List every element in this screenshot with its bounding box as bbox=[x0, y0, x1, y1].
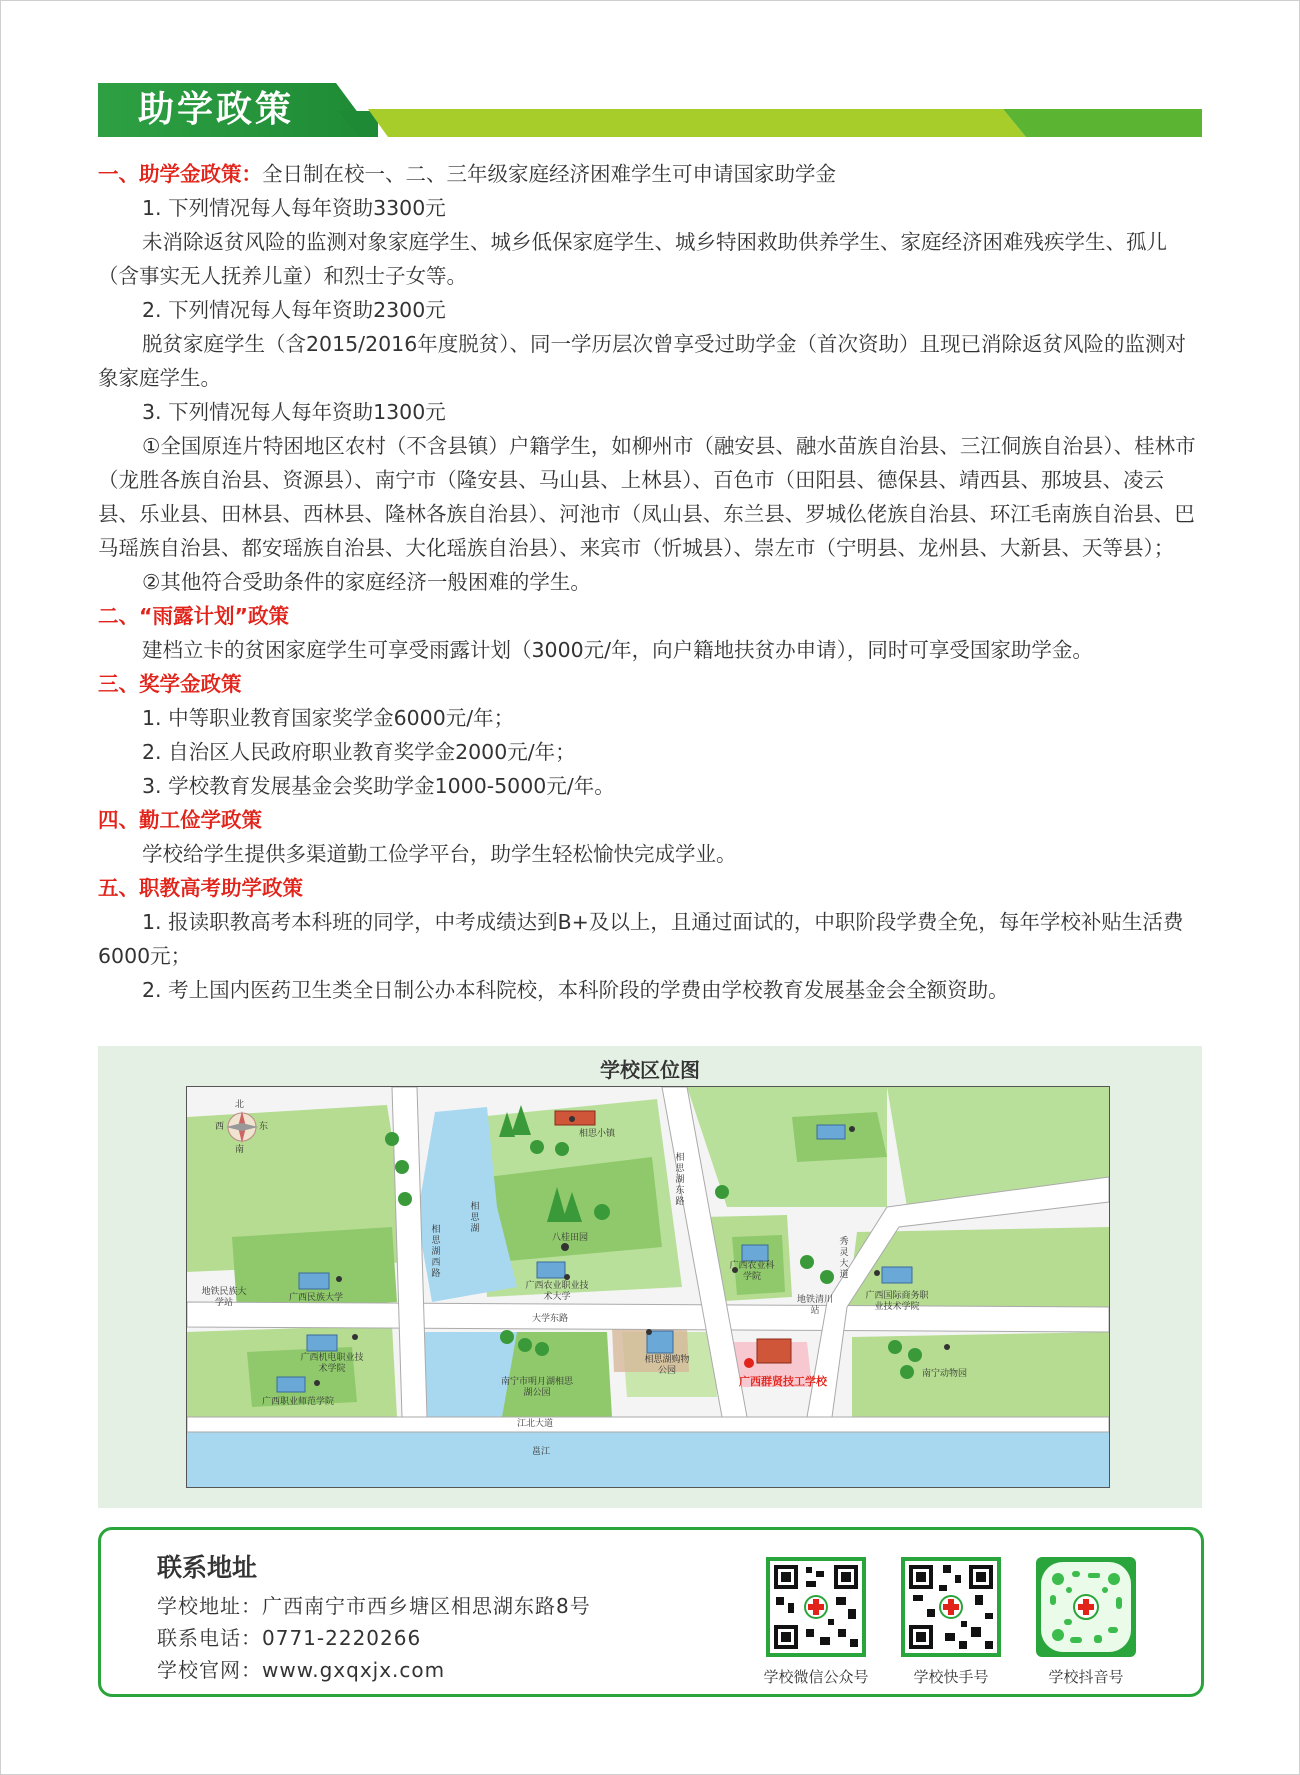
contact-box bbox=[98, 1527, 1204, 1697]
map-label-agri-college: 广西农业科学院 bbox=[729, 1261, 775, 1282]
location-map bbox=[186, 1086, 1110, 1488]
map-label-metro-minzu: 地铁民族大学站 bbox=[201, 1287, 247, 1308]
paragraph: 未消除返贫风险的监测对象家庭学生、城乡低保家庭学生、城乡特困救助供养学生、家庭经济困难残疾学生、孤儿（含事实无人抚养儿童）和烈士子女等。 bbox=[98, 230, 1167, 288]
map-label-xiangsi-mall: 相思湖购物公园 bbox=[644, 1355, 690, 1376]
map-graphic bbox=[187, 1087, 1109, 1487]
kuaishou-qr-label: 学校快手号 bbox=[913, 1668, 989, 1686]
map-label-school: 广西群贤技工学校 bbox=[739, 1375, 827, 1388]
map-label-daxue-east-road: 大学东路 bbox=[532, 1314, 569, 1324]
section-heading: 三、奖学金政策 bbox=[98, 672, 242, 696]
map-label-vocational-normal: 广西职业师范学院 bbox=[262, 1397, 335, 1407]
contact-address: 学校地址：广西南宁市西乡塘区相思湖东路8号 bbox=[157, 1594, 591, 1618]
paragraph: 建档立卡的贫困家庭学生可享受雨露计划（3000元/年，向户籍地扶贫办申请），同时可享受国家助学金。 bbox=[142, 638, 1093, 662]
wechat-qr-code[interactable] bbox=[766, 1557, 866, 1657]
paragraph: 1. 报读职教高考本科班的同学，中考成绩达到B+及以上，且通过面试的，中职阶段学费全免，每年学校补贴生活费6000元； bbox=[98, 910, 1184, 968]
map-label-west-road: 相思湖西路 bbox=[431, 1225, 441, 1279]
location-map-panel bbox=[98, 1046, 1202, 1508]
douyin-qr-label: 学校抖音号 bbox=[1048, 1668, 1124, 1686]
map-label-yong-river: 邕江 bbox=[532, 1447, 551, 1457]
paragraph: 学校给学生提供多渠道勤工俭学平台，助学生轻松愉快完成学业。 bbox=[142, 842, 737, 866]
paragraph: 2. 考上国内医药卫生类全日制公办本科院校，本科阶段的学费由学校教育发展基金会全额资助。 bbox=[142, 978, 1009, 1002]
map-label-mingyue-park: 南宁市明月湖相思湖公园 bbox=[500, 1377, 573, 1398]
contact-phone: 联系电话：0771-2220266 bbox=[157, 1626, 422, 1650]
section-heading: 五、职教高考助学政策 bbox=[98, 876, 303, 900]
compass-north: 北 bbox=[235, 1100, 245, 1110]
douyin-qr-code[interactable] bbox=[1036, 1557, 1136, 1657]
compass-west: 西 bbox=[215, 1122, 225, 1132]
section-heading: 四、勤工俭学政策 bbox=[98, 808, 262, 832]
map-label-bagui-garden: 八桂田园 bbox=[552, 1233, 589, 1243]
map-label-xiuling-ave: 秀灵大道 bbox=[839, 1237, 849, 1280]
paragraph: 1. 下列情况每人每年资助3300元 bbox=[142, 196, 446, 220]
map-label-east-road: 相思湖东路 bbox=[675, 1153, 685, 1207]
qr-code-icon bbox=[901, 1557, 1001, 1657]
paragraph: 脱贫家庭学生（含2015/2016年度脱贫）、同一学历层次曾享受过助学金（首次资助）且现已消除返贫风险的监测对象家庭学生。 bbox=[98, 332, 1186, 390]
compass-east: 东 bbox=[259, 1122, 269, 1132]
map-title: 学校区位图 bbox=[600, 1058, 700, 1082]
map-label-xiangsi-town: 相思小镇 bbox=[579, 1129, 616, 1139]
section-1-title bbox=[98, 157, 1202, 191]
map-label-intl-business: 广西国际商务职业技术学院 bbox=[865, 1291, 929, 1312]
section-heading: 一、助学金政策： bbox=[98, 162, 262, 186]
map-label-zoo: 南宁动物园 bbox=[922, 1369, 968, 1379]
map-label-minzu-univ: 广西民族大学 bbox=[289, 1293, 344, 1303]
map-label-agri-univ: 广西农业职业技术大学 bbox=[525, 1281, 589, 1302]
paragraph: 3. 下列情况每人每年资助1300元 bbox=[142, 400, 446, 424]
contact-title: 联系地址 bbox=[157, 1553, 258, 1582]
paragraph: ②其他符合受助条件的家庭经济一般困难的学生。 bbox=[142, 570, 591, 594]
compass-south: 南 bbox=[235, 1145, 245, 1155]
map-label-metro-qingchuan: 地铁清川站 bbox=[797, 1295, 834, 1316]
section-intro: 全日制在校一、二、三年级家庭经济困难学生可申请国家助学金 bbox=[262, 162, 836, 186]
policy-content bbox=[98, 157, 1202, 1007]
map-label-jiangbei-ave: 江北大道 bbox=[517, 1419, 554, 1429]
map-label-xiangsi-lake: 相思湖 bbox=[470, 1202, 480, 1234]
kuaishou-qr-code[interactable] bbox=[901, 1557, 1001, 1657]
section-heading: 二、“雨露计划”政策 bbox=[98, 604, 289, 628]
contact-website: 学校官网：www.gxqxjx.com bbox=[157, 1658, 446, 1682]
wechat-qr-label: 学校微信公众号 bbox=[763, 1668, 869, 1686]
section-banner bbox=[98, 83, 1202, 137]
paragraph: 1. 中等职业教育国家奖学金6000元/年； bbox=[142, 706, 515, 730]
map-label-electromech: 广西机电职业技术学院 bbox=[300, 1353, 364, 1374]
paragraph: 3. 学校教育发展基金会奖助学金1000-5000元/年。 bbox=[142, 774, 615, 798]
paragraph: 2. 下列情况每人每年资助2300元 bbox=[142, 298, 446, 322]
page-title: 助学政策 bbox=[138, 89, 295, 130]
qr-code-icon bbox=[766, 1557, 866, 1657]
paragraph: ①全国原连片特困地区农村（不含县镇）户籍学生，如柳州市（融安县、融水苗族自治县、三江侗族自治县）、桂林市（龙胜各族自治县、资源县）、南宁市（隆安县、马山县、上林县）、百色市（田阳县、德保县、靖西县、那坡县、凌云县、乐业县、田林县、西林县、隆林各族自治县）、河池市（凤山县、东兰县、罗城仫佬族自治县、环江毛南族自治县、巴马瑶族自治县、都安瑶族自治县、大化瑶族自治县）、来宾市（忻城县）、崇左市（宁明县、龙州县、大新县、天等县）； bbox=[98, 434, 1196, 560]
paragraph: 2. 自治区人民政府职业教育奖学金2000元/年； bbox=[142, 740, 576, 764]
qr-code-icon bbox=[1036, 1557, 1136, 1657]
